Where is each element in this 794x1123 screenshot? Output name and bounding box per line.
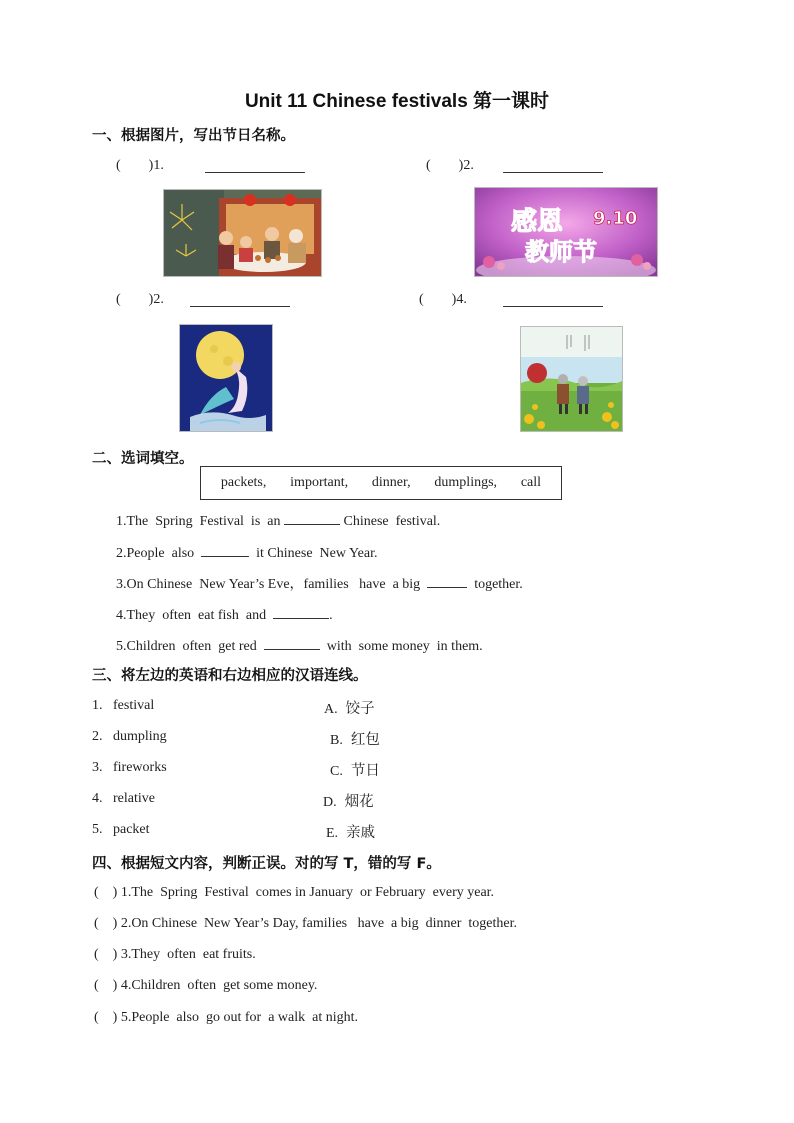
sentence-text: 5.Children often get red xyxy=(116,639,264,654)
fill-blank-5[interactable] xyxy=(264,635,320,650)
match-right-item[interactable] xyxy=(323,790,374,811)
question-3-blank[interactable] xyxy=(190,292,290,307)
family-reunion-image xyxy=(163,189,322,277)
match-chinese: 节日 xyxy=(350,763,380,779)
match-letter: A. xyxy=(324,702,338,717)
question-1-blank[interactable] xyxy=(205,158,305,173)
match-letter: E. xyxy=(326,826,339,841)
word-bank-item: important, xyxy=(290,475,349,490)
sentence-text: together. xyxy=(467,577,523,592)
true-false-item[interactable]: ( ) 4.Children often get some money. xyxy=(94,978,318,993)
match-letter: C. xyxy=(330,764,343,779)
match-chinese: 红包 xyxy=(350,732,380,748)
fill-sentence-5 xyxy=(116,635,483,655)
mid-autumn-moon-image xyxy=(179,324,273,432)
match-chinese: 烟花 xyxy=(344,794,374,810)
fill-blank-4[interactable] xyxy=(273,604,329,619)
teachers-day-banner-image xyxy=(474,187,658,277)
true-false-item[interactable]: ( ) 5.People also go out for a walk at night. xyxy=(94,1010,359,1025)
match-left-item[interactable]: 2. dumpling xyxy=(92,729,167,744)
word-bank-item: dumplings, xyxy=(434,475,498,490)
question-3-label: ( )2. xyxy=(116,292,164,307)
section3-heading: 三、将左边的英语和右边相应的汉语连线。 xyxy=(92,668,368,684)
question-1-label: ( )1. xyxy=(116,158,164,173)
match-chinese: 亲戚 xyxy=(346,825,376,841)
match-right-item[interactable] xyxy=(326,821,375,842)
fill-blank-2[interactable] xyxy=(201,542,249,557)
true-false-item[interactable]: ( ) 3.They often eat fruits. xyxy=(94,947,256,962)
match-right-item[interactable] xyxy=(324,697,375,718)
sentence-text: it Chinese New Year. xyxy=(249,546,378,561)
true-false-item[interactable]: ( ) 1.The Spring Festival comes in January or February every year. xyxy=(94,885,495,900)
fill-sentence-3 xyxy=(116,573,523,593)
fill-blank-3[interactable] xyxy=(427,573,467,588)
word-bank-item: dinner, xyxy=(371,475,411,490)
match-left-item[interactable]: 3. fireworks xyxy=(92,760,167,775)
fill-blank-1[interactable] xyxy=(284,510,340,525)
true-false-item[interactable]: ( ) 2.On Chinese New Year’s Day, families have a big dinner together. xyxy=(94,916,518,931)
match-letter: D. xyxy=(323,795,337,810)
match-right-item[interactable] xyxy=(330,759,380,780)
match-chinese: 饺子 xyxy=(345,701,375,717)
match-letter: B. xyxy=(330,733,343,748)
question-2-label: ( )2. xyxy=(426,158,474,173)
word-bank-box xyxy=(200,466,562,500)
page-title: Unit 11 Chinese festivals 第一课时 xyxy=(244,91,550,112)
banner-text-gratitude: 感恩 xyxy=(511,207,564,237)
question-4-blank[interactable] xyxy=(503,292,603,307)
double-ninth-elderly-image xyxy=(520,326,623,432)
banner-text-teachers-day: 教师节 xyxy=(525,238,597,266)
sentence-text: 3.On Chinese New Year’s Eve，families have a big xyxy=(116,577,428,592)
word-bank-item: call xyxy=(520,475,542,490)
section1-heading: 一、根据图片，写出节日名称。 xyxy=(92,128,295,144)
sentence-text: . xyxy=(329,608,333,623)
section2-heading: 二、选词填空。 xyxy=(92,451,194,467)
question-4-label: ( )4. xyxy=(419,292,467,307)
fill-sentence-4 xyxy=(116,604,333,624)
sentence-text: Chinese festival. xyxy=(340,514,441,529)
fill-sentence-2 xyxy=(116,542,377,562)
word-bank-item: packets, xyxy=(220,475,267,490)
question-2-blank[interactable] xyxy=(503,158,603,173)
match-left-item[interactable]: 4. relative xyxy=(92,791,155,806)
fill-sentence-1 xyxy=(116,510,440,530)
sentence-text: 2.People also xyxy=(116,546,202,561)
sentence-text: 1.The Spring Festival is an xyxy=(116,514,284,529)
match-left-item[interactable]: 1. festival xyxy=(92,698,155,713)
banner-date: 9.10 xyxy=(593,208,638,229)
section4-heading: 四、根据短文内容，判断正误。对的写 T，错的写 F。 xyxy=(92,856,441,872)
sentence-text: 4.They often eat fish and xyxy=(116,608,274,623)
match-left-item[interactable]: 5. packet xyxy=(92,822,150,837)
match-right-item[interactable] xyxy=(330,728,380,749)
sentence-text: with some money in them. xyxy=(319,639,483,654)
